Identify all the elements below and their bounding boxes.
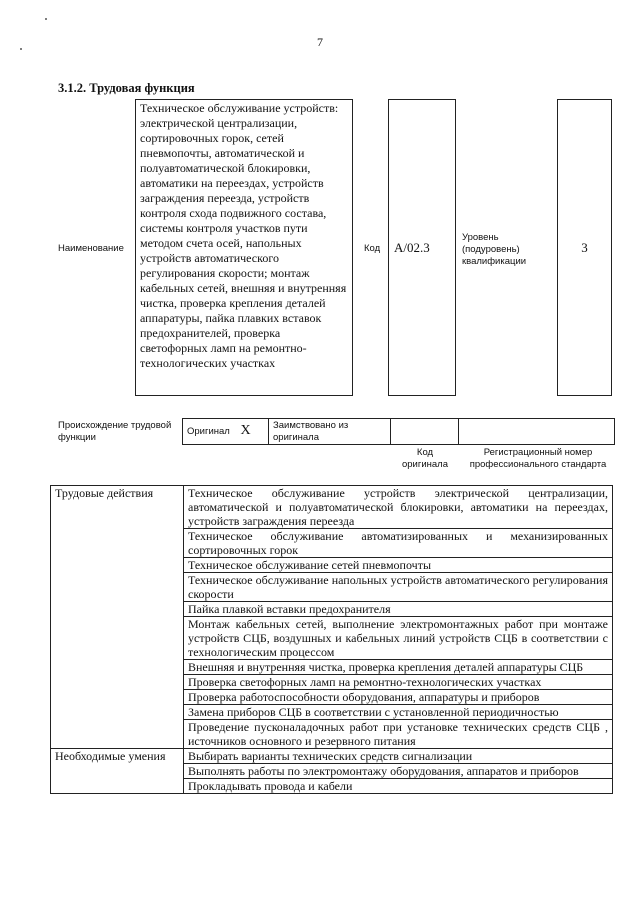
origin-table [182, 418, 615, 445]
labor-action-item: Проведение пусконаладочных работ при установке технических средств СЦБ , источников основного и резервного питания [184, 720, 613, 749]
labor-action-item: Внешняя и внутренняя чистка, проверка крепления деталей аппаратуры СЦБ [184, 660, 613, 675]
labor-table [50, 485, 613, 794]
scan-speck [45, 18, 47, 20]
original-mark: X [240, 423, 251, 438]
labor-action-item: Техническое обслуживание устройств электрической централизации, автоматической и полуавтоматической блокировки, автоматики на переездах, устройств заграждения переезда [184, 486, 613, 529]
table-row [51, 749, 613, 764]
labor-action-item: Пайка плавкой вставки предохранителя [184, 602, 613, 617]
code-value: A/02.3 [394, 240, 430, 255]
reg-number-cell [459, 419, 615, 445]
code-original-label: Код оригинала [401, 447, 448, 470]
labor-action-item: Проверка работоспособности оборудования, аппаратуры и приборов [184, 690, 613, 705]
labor-action-item: Техническое обслуживание автоматизированных и механизированных сортировочных горок [184, 529, 613, 558]
page-number: 7 [317, 35, 323, 49]
skill-item: Прокладывать провода и кабели [184, 779, 613, 794]
skills-label: Необходимые умения [51, 749, 184, 794]
level-label: Уровень (подуровень) квалификации [462, 232, 527, 267]
original-label: Оригинал [187, 426, 230, 437]
labor-action-item: Проверка светофорных ламп на ремонтно-технологических участках [184, 675, 613, 690]
skill-item: Выбирать варианты технических средств сигнализации [184, 749, 613, 764]
skill-item: Выполнять работы по электромонтажу оборудования, аппаратов и приборов [184, 764, 613, 779]
borrowed-label: Заимствовано из оригинала [269, 419, 391, 445]
function-name-box [135, 99, 353, 396]
level-value: 3 [581, 240, 588, 255]
labor-action-item: Монтаж кабельных сетей, выполнение электромонтажных работ при монтаже устройств СЦБ, воздушных и кабельных линий устройств СЦБ в соответствии с технологическим процессом [184, 617, 613, 660]
origin-label: Происхождение трудовой функции [58, 420, 172, 443]
origin-original-cell [183, 419, 269, 445]
code-label: Код [364, 243, 381, 254]
labor-action-item: Замена приборов СЦБ в соответствии с установленной периодичностью [184, 705, 613, 720]
code-original-cell [391, 419, 459, 445]
labor-actions-label: Трудовые действия [51, 486, 184, 749]
labor-action-item: Техническое обслуживание напольных устройств автоматического регулирования скорости [184, 573, 613, 602]
section-title: 3.1.2. Трудовая функция [58, 81, 195, 95]
table-row [51, 486, 613, 529]
labor-action-item: Техническое обслуживание сетей пневмопочты [184, 558, 613, 573]
reg-number-label: Регистрационный номер профессионального стандарта [469, 447, 607, 470]
name-label: Наименование [58, 243, 124, 254]
function-name-text: Техническое обслуживание устройств: электрической централизации, сортировочных горок, сетей пневмопочты, автоматической и полуавтоматической блокировки, автоматики на переездах, устройств заграждения переезда, устройств контроля схода подвижного состава, системы контроля участков пути методом счета осей, напольных устройств автоматического регулирования скорости; монтаж кабельных сетей, внешняя и внутренняя чистка, проверка крепления деталей аппаратуры, пайка плавких вставок предохранителей, проверка светофорных ламп на ремонтно-технологических участках [140, 101, 347, 370]
